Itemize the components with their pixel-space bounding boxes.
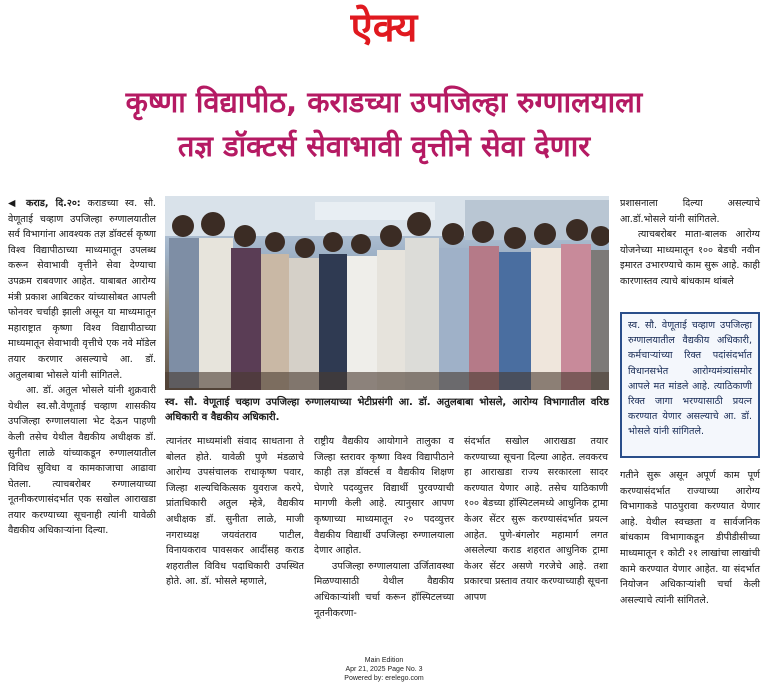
headline-line-2: तज्ञ डॉक्टर्स सेवाभावी वृत्तीने सेवा देणार xyxy=(177,129,591,163)
masthead-logo: ऐक्य xyxy=(350,5,418,51)
article-column-4 xyxy=(464,434,608,654)
headline-line-1: कृष्णा विद्यापीठ, कराडच्या उपजिल्हा रुग्णालयाला xyxy=(125,85,643,119)
article-col1-para-1 xyxy=(8,196,156,383)
group-photo xyxy=(165,196,609,390)
dateline-arrow-icon: ◀ xyxy=(8,198,20,209)
page-footer xyxy=(0,656,768,683)
footer-date-page: Apr 21, 2025 Page No. 3 xyxy=(345,666,423,673)
highlight-box-text: स्व. सौ. वेणूताई चव्हाण उपजिल्हा रुग्णालयातील वैद्यकीय अधिकारी, कर्मचाऱ्यांच्या रिक्त पदांसंदर्भात विधानसभेत आरोग्यमंत्र्यांसमोर आपले मत मांडले आहे. त्याठिकाणी रिक्त जागा भरण्यासाठी प्रयत्न करण्यात येणार असल्याचे आ. डॉ. भोसले यांनी सांगितले. xyxy=(628,320,752,438)
article-col1-para-2: आ. डॉ. अतुल भोसले यांनी शुक्रवारी येथील स्व.सौ.वेणूताई चव्हाण शासकीय उपजिल्हा रुग्णालयाला भेट देऊन पाहणी केली तसेच येथील वैद्यकीय अधीक्षक डॉ. सुनीता लाळे यांच्याकडून रुग्णालयातील विविध सुविधा व कामकाजाचा आढावा घेतला. त्याचबरोबर रुग्णालयाच्या नूतनीकरणासंदर्भात एक सखोल आराखडा तयार करण्याच्या सूचनाही त्यांनी यावेळी वैद्यकीय अधिकाऱ्यांना दिल्या. xyxy=(8,385,156,537)
highlight-box xyxy=(620,312,760,458)
article-col1-para-1-text: कराडच्या स्व. सौ. वेणूताई चव्हाण उपजिल्हा रुग्णालयातील सर्व विभागांना आवश्यक तज्ञ डॉक्टर्स कृष्णा विश्व विद्यापीठाच्या माध्यमातून उपलब्ध करून सेवाभावी वृत्तीने सेवा देण्याचा उपक्रम राबवणार आहेत. याबाबत आरोग्य मंत्री प्रकाश आबिटकर यांच्यासोबत आपली फोनवर चर्चाही झाली असून या माध्यमातून महाराष्ट्रात कृष्णा विश्व विद्यापीठाच्या माध्यमातून सेवाभावी वृत्तीचे एक नवे मॉडेल तयार करणार असल्याचे आ. डॉ. अतुलबाबा भोसले यांनी सांगितले. xyxy=(8,198,156,381)
article-col5-bottom-text: गतीने सुरू असून अपूर्ण काम पूर्ण करण्यासंदर्भात राज्याच्या आरोग्य विभागाकडे पाठपुरावा करण्यात येणार आहे. येथील स्वच्छता व सार्वजनिक बांधकाम विभागाकडून डीपीडीसीच्या माध्यमातून १ कोटी २१ लाखांचा लाखांची कामे करण्यात येणार आहेत. या संदर्भात नियोजन अधिकाऱ्यांशी चर्चा केली असल्याचे त्यांनी सांगितले. xyxy=(620,470,760,606)
article-column-2 xyxy=(166,434,304,654)
article-col4-text: संदर्भात सखोल आराखडा तयार करण्याच्या सूचना दिल्या आहेत. लवकरच हा आराखडा राज्य सरकारला सादर करण्यात येणार आहे. तसेच याठिकाणी १०० बेडच्या हॉस्पिटलमध्ये आधुनिक ट्रामा केअर सेंटर सुरू करण्यासंदर्भात प्रयत्न आहेत. पुणे-बंगलोर महामार्ग लगत असलेल्या कराड शहरात आधुनिक ट्रामा केअर सेंटर असणे गरजेचे आहे. तशा प्रकारचा प्रस्ताव तयार करण्याच्याही सूचना आपण xyxy=(464,436,608,603)
footer-edition: Main Edition xyxy=(364,657,404,664)
dateline: कराड, दि.२०: xyxy=(25,198,81,209)
footer-powered-by: Powered by: erelego.com xyxy=(344,675,424,682)
article-column-5-top xyxy=(620,196,760,310)
article-col3-para-2: उपजिल्हा रुग्णालयाला उर्जितावस्था मिळण्यासाठी येथील वैद्यकीय अधिकाऱ्यांशी चर्चा करून हॉस्पिटलच्या नूतनीकरणा- xyxy=(314,560,454,619)
article-col2-text: त्यानंतर माध्यमांशी संवाद साधताना ते बोलत होते. यावेळी पुणे मंडळाचे आरोग्य उपसंचालक राधाकृष्ण पवार, जिल्हा शल्यचिकित्सक युवराज करपे, प्रांताधिकारी अतुल म्हेत्रे, वैद्यकीय अधीक्षक डॉ. सुनीता लाळे, माजी नगराध्यक्ष जयवंतराव पाटील, विनायकराव पावसकर आदींसह कराड शहरातील विविध पदाधिकारी उपस्थित होते. आ. डॉ. भोसले म्हणाले, xyxy=(166,436,304,588)
article-column-3 xyxy=(314,434,454,654)
article-col3-para-1: राष्ट्रीय वैद्यकीय आयोगाने तालुका व जिल्हा स्तरावर कृष्णा विश्व विद्यापीठाने काही तज्ञ डॉक्टर्स व वैद्यकीय शिक्षण घेणारे पदव्युत्तर विद्यार्थी पुरवण्याची मागणी केली आहे. त्यानुसार आपण कृष्णाच्या माध्यमातून २० पदव्युत्तर वैद्यकीय विद्यार्थी उपजिल्हा रुग्णालयाला देणार आहोत. xyxy=(314,436,454,557)
article-col5-para-1: प्रशासनाला दिल्या असल्याचे आ.डॉ.भोसले यांनी सांगितले. xyxy=(620,198,760,225)
article-column-5-bottom xyxy=(620,468,760,656)
article-col5-para-2: त्याचबरोबर माता-बालक आरोग्य योजनेच्या माध्यमातून १०० बेडची नवीन इमारत उभारण्याचे काम सुरू आहे. काही कारणास्तव त्याचे बांधकाम थांबले xyxy=(620,229,760,287)
photo-caption: स्व. सौ. वेणूताई चव्हाण उपजिल्हा रुग्णालयाच्या भेटीप्रसंगी आ. डॉ. अतुलबाबा भोसले, आरोग्य विभागातील वरिष्ठ अधिकारी व वैद्यकीय अधिकारी. xyxy=(165,397,609,423)
article-column-1 xyxy=(8,196,156,656)
group-photo-illustration xyxy=(165,196,609,390)
